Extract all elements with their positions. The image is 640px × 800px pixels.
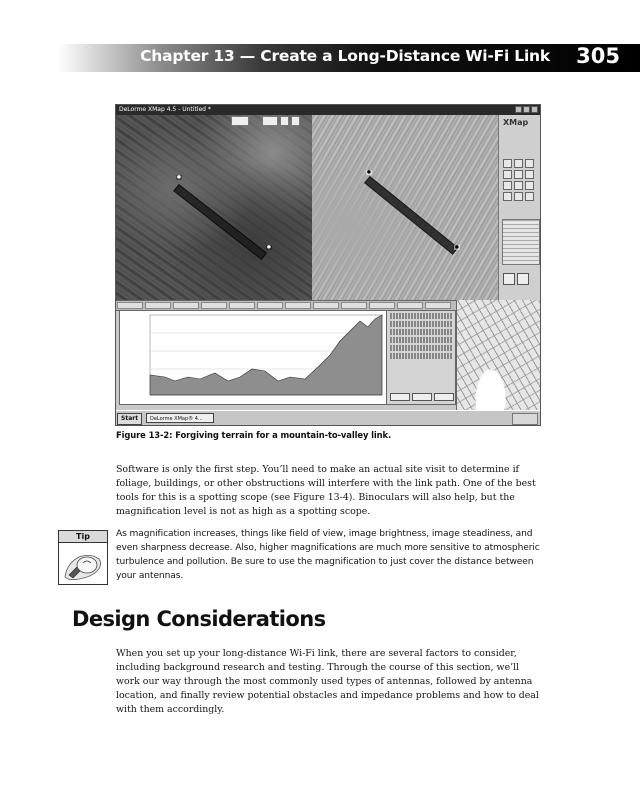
data-line bbox=[390, 353, 452, 359]
scale-dropdown bbox=[231, 116, 249, 126]
tool-grid bbox=[503, 159, 534, 201]
tool-button bbox=[503, 273, 515, 285]
data-line bbox=[390, 337, 452, 343]
toolbar-button bbox=[291, 116, 300, 126]
tool-info-panel bbox=[502, 219, 540, 265]
start-button: Start bbox=[117, 413, 142, 425]
tool-icon bbox=[525, 159, 534, 168]
map-marker-label: ● bbox=[455, 245, 459, 250]
maximize-icon bbox=[523, 106, 530, 113]
tool-panel bbox=[498, 115, 541, 300]
tab bbox=[341, 302, 367, 309]
running-header bbox=[58, 44, 640, 72]
tool-icon bbox=[503, 170, 512, 179]
profile-button bbox=[412, 393, 432, 401]
link-path-topo bbox=[364, 176, 458, 255]
tab bbox=[285, 302, 311, 309]
figure-caption bbox=[116, 430, 391, 440]
profile-button bbox=[434, 393, 454, 401]
figure-screenshot bbox=[115, 104, 541, 426]
window-title-bar bbox=[116, 105, 540, 115]
tool-icon bbox=[525, 192, 534, 201]
tab bbox=[229, 302, 255, 309]
profile-button bbox=[390, 393, 410, 401]
elevation-profile-graph bbox=[120, 311, 386, 404]
data-line bbox=[390, 329, 452, 335]
tab bbox=[369, 302, 395, 309]
system-tray bbox=[512, 413, 538, 425]
profile-buttons bbox=[390, 393, 454, 401]
tool-icon bbox=[503, 159, 512, 168]
tab bbox=[117, 302, 143, 309]
tab bbox=[425, 302, 451, 309]
page-number: 305 bbox=[576, 44, 620, 68]
profile-data-panel bbox=[386, 310, 456, 405]
tip-box bbox=[58, 530, 108, 585]
window-controls bbox=[515, 106, 538, 113]
tab bbox=[201, 302, 227, 309]
tool-icon bbox=[525, 170, 534, 179]
tool-button bbox=[517, 273, 529, 285]
tab bbox=[313, 302, 339, 309]
map-marker-label: ● bbox=[177, 175, 181, 180]
elevation-profile bbox=[119, 310, 387, 405]
tool-buttons bbox=[503, 273, 529, 285]
toolbar-button bbox=[280, 116, 289, 126]
tool-icon bbox=[514, 170, 523, 179]
lightbulb-icon bbox=[61, 543, 105, 583]
satellite-map-pane bbox=[116, 115, 312, 300]
taskbar bbox=[116, 410, 540, 426]
link-path-satellite bbox=[173, 184, 267, 260]
overview-map bbox=[456, 300, 541, 410]
tab bbox=[145, 302, 171, 309]
data-line bbox=[390, 345, 452, 351]
tab bbox=[257, 302, 283, 309]
zoom-field bbox=[262, 116, 278, 126]
body-paragraph: When you set up your long-distance Wi-Fi link, there are several factors to consider, including background research and testing. Through the course of this section, we’ll work our way through the most commonly used types of antennas, followed by antenna location, and finally review potential obstacles and impedance problems and how to deal with them accordingly. bbox=[116, 648, 539, 715]
tab bbox=[397, 302, 423, 309]
chapter-title: Chapter 13 — Create a Long-Distance Wi-Fi Link bbox=[140, 47, 550, 65]
tip-label: Tip bbox=[59, 531, 107, 543]
app-logo: XMap bbox=[503, 118, 529, 127]
data-line bbox=[390, 313, 452, 319]
taskbar-item: DeLorme XMap® 4... bbox=[146, 413, 214, 423]
topographic-map-pane bbox=[312, 115, 498, 300]
map-marker-label: ● bbox=[367, 170, 371, 175]
data-line bbox=[390, 321, 452, 327]
figure-caption-label: Figure 13-2: bbox=[116, 430, 173, 440]
tool-icon bbox=[514, 192, 523, 201]
tool-icon bbox=[503, 181, 512, 190]
body-paragraph: Software is only the first step. You’ll need to make an actual site visit to determine if foliage, buildings, or other obstructions will interfere with the link path. One of the best tools for this is a spotting scope (see Figure 13-4). Binoculars will also help, but the magnification level is not as high as a spotting scope. bbox=[116, 464, 536, 517]
map-marker-label: ● bbox=[267, 245, 271, 250]
close-icon bbox=[531, 106, 538, 113]
minimize-icon bbox=[515, 106, 522, 113]
tool-icon bbox=[503, 192, 512, 201]
tool-icon bbox=[514, 181, 523, 190]
window-title: DeLorme XMap 4.5 - Untitled * bbox=[119, 106, 211, 113]
tool-icon bbox=[514, 159, 523, 168]
tab bbox=[173, 302, 199, 309]
tip-text: As magnification increases, things like field of view, image brightness, image steadiness, and even sharpness decrease. Also, higher magnifications are much more sensitive to atmospheric turbulence and pollution. Be sure to use the magnification to just cover the distance between your antennas. bbox=[116, 529, 540, 581]
section-heading: Design Considerations bbox=[72, 607, 326, 631]
tool-icon bbox=[525, 181, 534, 190]
figure-caption-text: Forgiving terrain for a mountain-to-valley link. bbox=[175, 430, 392, 440]
